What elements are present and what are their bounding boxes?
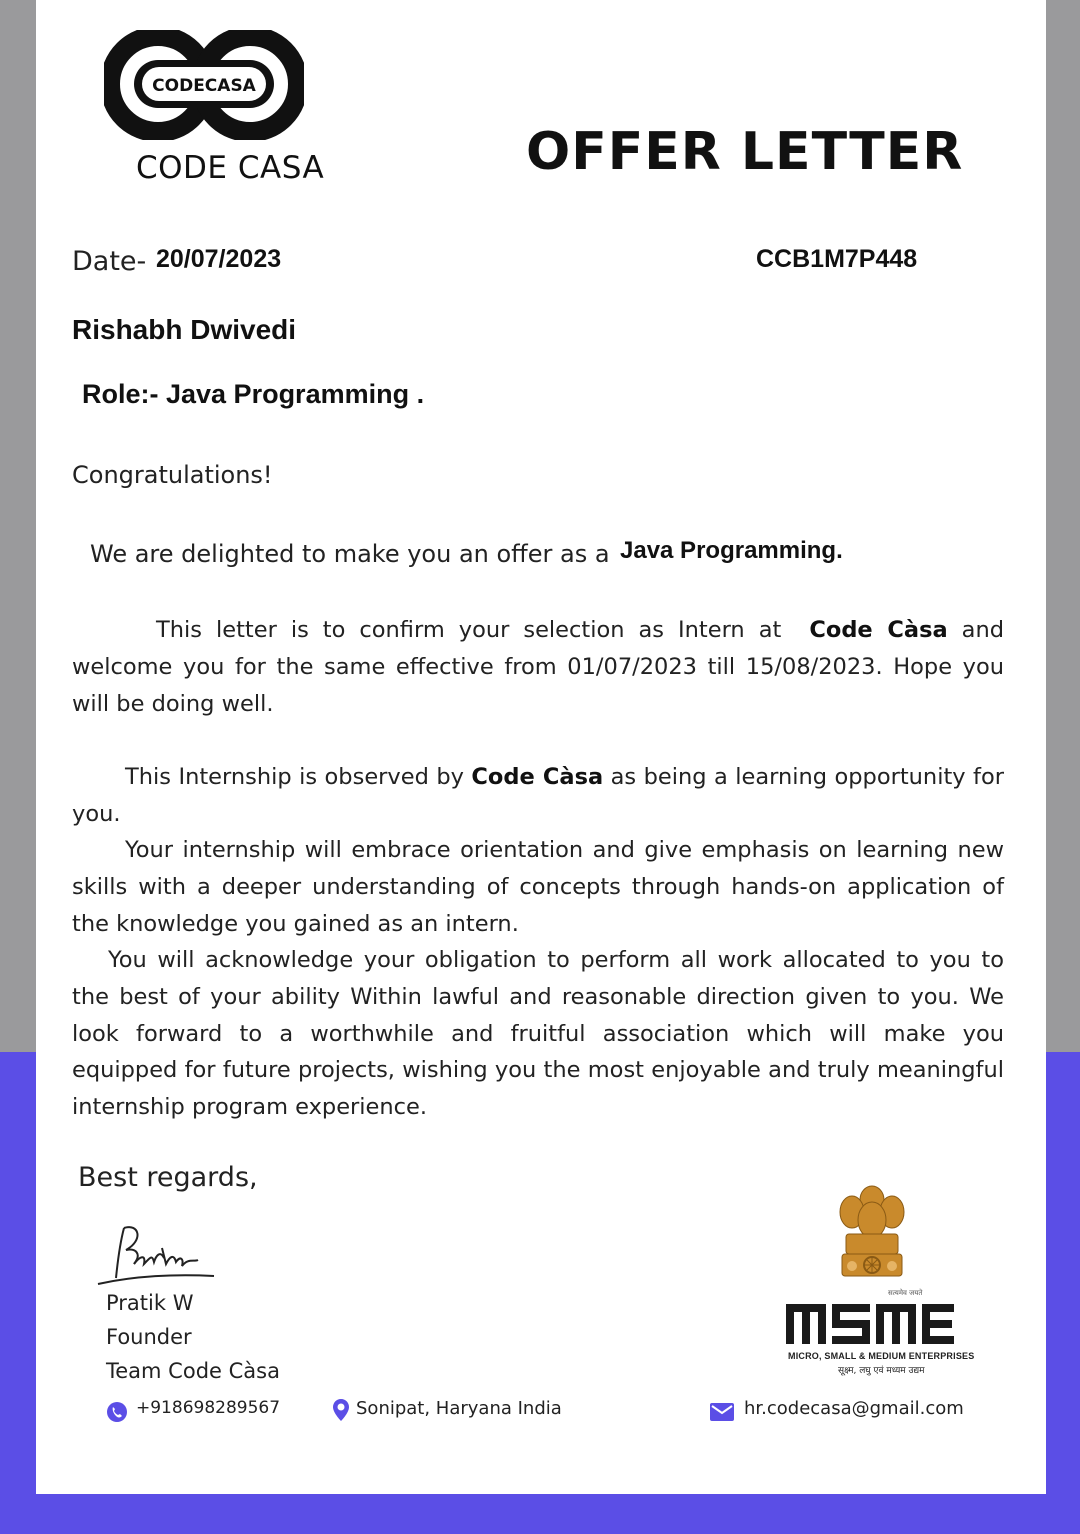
reference-number: CCB1M7P448	[756, 245, 918, 273]
company-name: Code Càsa	[809, 617, 948, 643]
logo-text: CODECASA	[152, 76, 256, 96]
emblem-caption: सत्यमेव जयते	[888, 1289, 923, 1297]
role-line: Role:- Java Programming .	[82, 379, 425, 409]
contact-phone[interactable]: +918698289567	[136, 1398, 281, 1418]
page-title: OFFER LETTER	[526, 122, 964, 182]
recipient-name: Rishabh Dwivedi	[72, 314, 297, 345]
paragraph-obligation	[72, 942, 1004, 1126]
date-value: 20/07/2023	[156, 245, 282, 273]
msme-subtitle: MICRO, SMALL & MEDIUM ENTERPRISES	[788, 1351, 975, 1361]
national-emblem-icon	[832, 1180, 912, 1288]
p2-after: as being a learning opportunity for you.	[72, 764, 1004, 827]
signature-icon	[94, 1218, 224, 1293]
contact-location: Sonipat, Haryana India	[356, 1398, 562, 1419]
paragraph-opportunity	[72, 759, 1004, 833]
p1-before: This letter is to confirm your selection as Intern at	[156, 617, 782, 643]
paragraph-confirmation	[72, 612, 1004, 722]
brand-name: CODE CASA	[136, 150, 325, 186]
msme-logo-icon	[784, 1300, 956, 1348]
paragraph-orientation	[72, 832, 1004, 942]
signatory-team: Team Code Càsa	[106, 1359, 280, 1383]
p2-before: This Internship is observed by	[125, 764, 464, 790]
signatory-title: Founder	[106, 1325, 192, 1349]
p3-text: Your internship will embrace orientation and give emphasis on learning new skills with a deeper understanding of concepts through hands-on application of the knowledge you gained as an intern.	[72, 837, 1004, 937]
phone-icon	[106, 1401, 128, 1423]
location-pin-icon	[332, 1398, 350, 1422]
greeting: Congratulations!	[72, 461, 273, 489]
msme-subtitle-hindi: सूक्ष्म, लघु एवं मध्यम उद्यम	[838, 1366, 925, 1376]
closing: Best regards,	[78, 1162, 258, 1193]
contact-email[interactable]: hr.codecasa@gmail.com	[744, 1398, 964, 1419]
codecasa-logo-icon	[104, 30, 304, 140]
company-name-2: Code Càsa	[471, 764, 604, 790]
p1-after: and welcome you for the same effective from 01/07/2023 till 15/08/2023. Hope you will be doing well.	[72, 617, 1004, 717]
p4-text: You will acknowledge your obligation to perform all work allocated to you to the best of your ability Within lawful and reasonable direction given to you. We look forward to a worthwhile and fruitful association which will make you equipped for future projects, wishing you the most enjoyable and truly meaningful internship program experience.	[72, 947, 1004, 1121]
offer-text: We are delighted to make you an offer as a	[90, 540, 610, 568]
offer-role: Java Programming.	[620, 537, 843, 564]
offer-letter-page	[36, 0, 1046, 1494]
signatory-name: Pratik W	[106, 1291, 194, 1315]
date-label: Date-	[72, 246, 147, 277]
mail-icon	[710, 1403, 734, 1421]
